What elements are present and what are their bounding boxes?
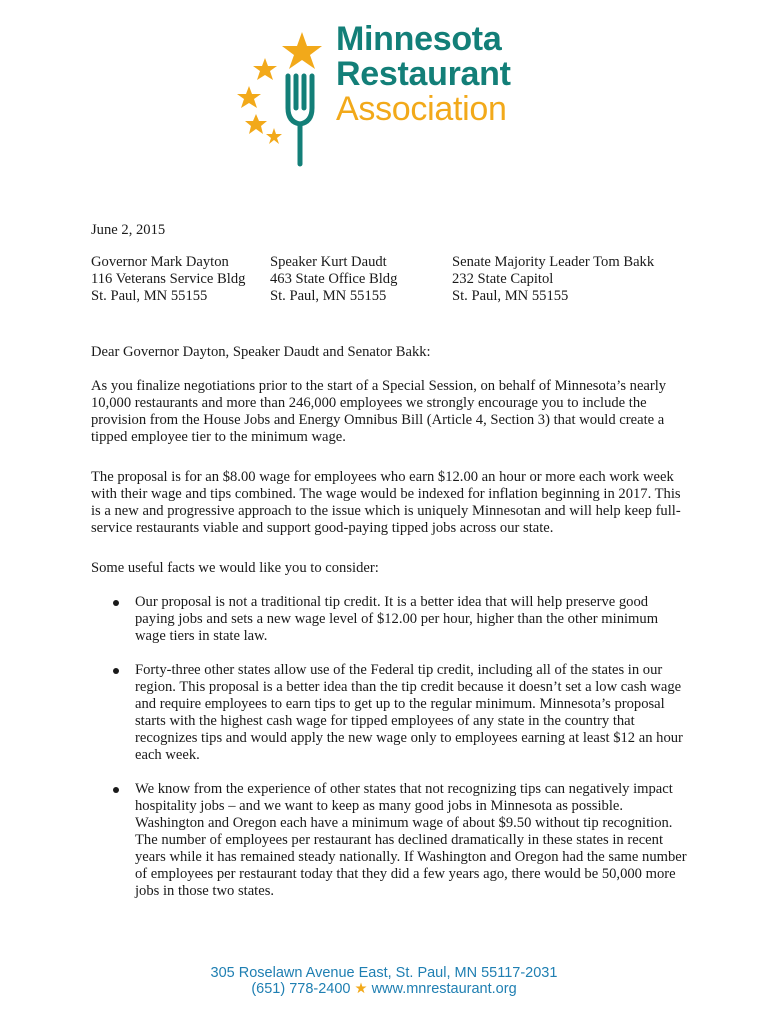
letter-date: June 2, 2015 [91, 222, 166, 238]
list-item [91, 594, 691, 645]
star-separator-icon: ★ [354, 981, 368, 997]
logo-line-minnesota: Minnesota [336, 20, 502, 58]
recipient-city: St. Paul, MN 55155 [452, 288, 569, 304]
list-item [91, 781, 691, 900]
star-icon [245, 114, 267, 134]
star-icon [266, 128, 282, 144]
body-paragraph: Some useful facts we would like you to consider: [91, 560, 379, 576]
body-paragraph: The proposal is for an $8.00 wage for employees who earn $12.00 an hour or more each work week with their wage and tips combined. The wage would be indexed for inflation beginning in 2017. This is a new and progressive approach to the issue which is uniquely Minnesotan and will help keep full-service restaurants viable and support good-paying tipped jobs across our state. [91, 469, 681, 536]
list-item-text: Our proposal is not a traditional tip credit. It is a better idea that will help preserve good paying jobs and sets a new wage level of $12.00 per hour, higher than the other minimum wage tiers in state law. [135, 594, 659, 644]
recipient-name: Speaker Kurt Daudt [270, 254, 387, 270]
recipient-address: 463 State Office Bldg [270, 271, 398, 287]
footer-phone: (651) 778-2400 [251, 981, 351, 997]
list-item-text: Forty-three other states allow use of the Federal tip credit, including all of the states in our region. This proposal is a better idea than the tip credit because it doesn’t set a low cash wage and require employees to earn tips to get up to the regular minimum. Minnesota’s proposal starts with the highest cash wage for tipped employees of any state in the country that recognizes tips and would apply the new wage only to employees earning at least $12 an hour each week. [135, 662, 683, 763]
star-icon [282, 32, 322, 69]
logo-wordmark [336, 22, 511, 127]
bullet-icon [113, 668, 119, 674]
footer-website-link[interactable]: www.mnrestaurant.org [371, 981, 517, 997]
recipient-address: 116 Veterans Service Bldg [91, 271, 246, 287]
facts-list [91, 594, 691, 917]
list-item [91, 662, 691, 764]
bullet-icon [113, 787, 119, 793]
star-icon [253, 58, 277, 80]
footer-address: 305 Roselawn Avenue East, St. Paul, MN 55117-2031 [210, 965, 558, 981]
list-item-text: We know from the experience of other states that not recognizing tips can negatively impact hospitality jobs – and we want to keep as many good jobs in Minnesota as possible. Washington and Oregon each have a minimum wage of about $9.50 without tip recognition. The number of employees per restaurant has declined dramatically in these states in recent years while it has remained steady nationally. If Washington and Oregon had the same number of employees per restaurant today that they did a few years ago, there would be 50,000 more jobs in those two states. [135, 781, 687, 899]
recipient-city: St. Paul, MN 55155 [270, 288, 387, 304]
recipient-block-governor [91, 254, 245, 305]
recipient-city: St. Paul, MN 55155 [91, 288, 208, 304]
fork-icon [288, 76, 312, 164]
recipient-block-senate-leader [452, 254, 654, 305]
footer-contact [0, 981, 768, 998]
recipient-name: Senate Majority Leader Tom Bakk [452, 254, 655, 270]
salutation: Dear Governor Dayton, Speaker Daudt and Senator Bakk: [91, 344, 431, 360]
bullet-icon [113, 600, 119, 606]
recipient-address: 232 State Capitol [452, 271, 554, 287]
recipient-block-speaker [270, 254, 397, 305]
logo-line-association: Association [336, 90, 507, 128]
logo-line-restaurant: Restaurant [336, 55, 511, 93]
star-icon [237, 86, 261, 108]
recipient-name: Governor Mark Dayton [91, 254, 229, 270]
body-paragraph: As you finalize negotiations prior to the start of a Special Session, on behalf of Minnesota’s nearly 10,000 restaurants and more than 246,000 employees we strongly encourage you to include the provision from the House Jobs and Energy Omnibus Bill (Article 4, Section 3) that would create a tipped employee tier to the minimum wage. [91, 378, 667, 445]
